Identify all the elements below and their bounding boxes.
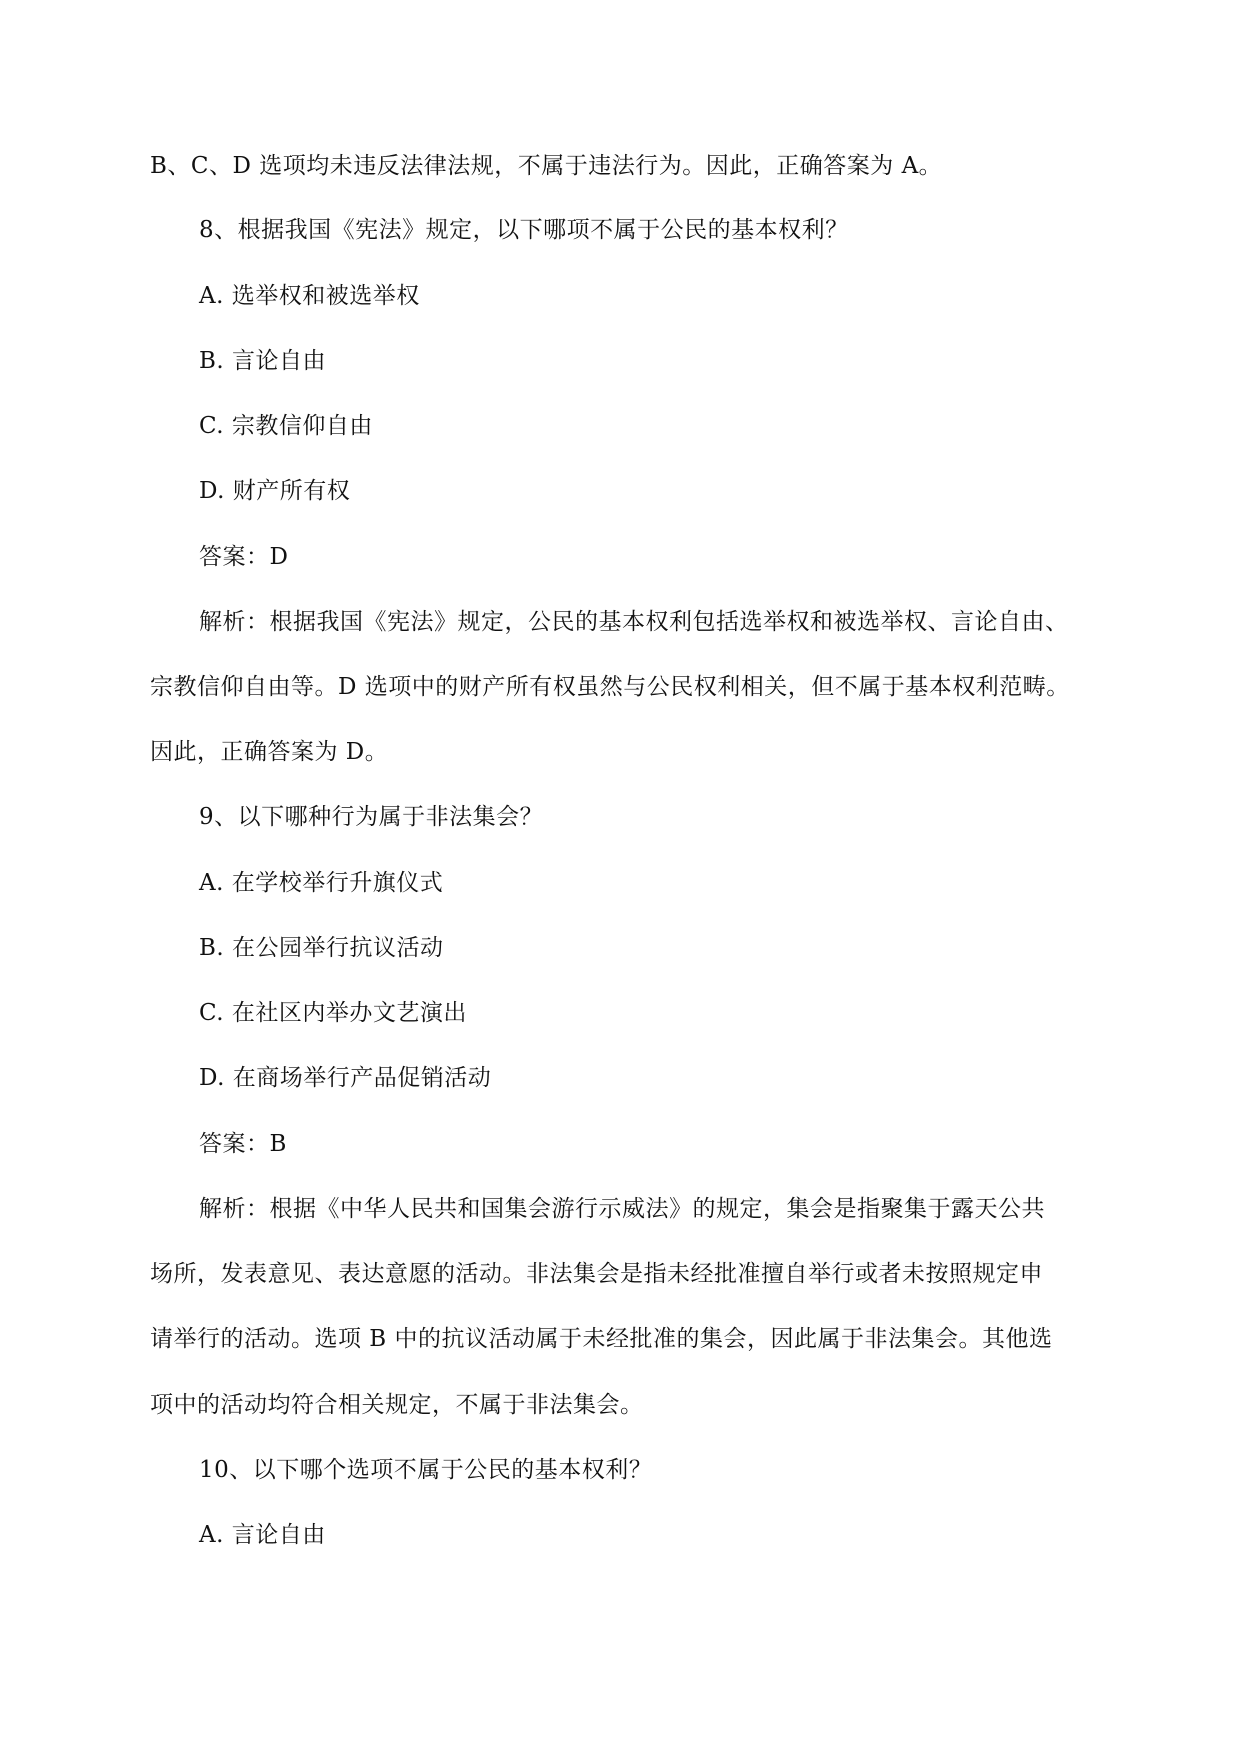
question-10-text: 10、以下哪个选项不属于公民的基本权利？	[199, 1457, 653, 1483]
question-9-answer: 答案：B	[199, 1131, 287, 1157]
question-8-explanation-line-2: 宗教信仰自由等。D 选项中的财产所有权虽然与公民权利相关，但不属于基本权利范畴。	[150, 674, 1070, 700]
question-9-explanation-line-2: 场所，发表意见、表达意愿的活动。非法集会是指未经批准擅自举行或者未按照规定申	[150, 1261, 1043, 1287]
question-9-text: 9、以下哪种行为属于非法集会？	[199, 804, 544, 830]
question-8-explanation-line-1: 解析：根据我国《宪法》规定，公民的基本权利包括选举权和被选举权、言论自由、	[199, 609, 1069, 635]
question-9-explanation-line-1: 解析：根据《中华人民共和国集会游行示威法》的规定，集会是指聚集于露天公共	[199, 1196, 1045, 1222]
question-9-option-a: A. 在学校举行升旗仪式	[199, 870, 444, 896]
question-8-explanation-line-3: 因此，正确答案为 D。	[150, 739, 389, 765]
question-9-option-d: D. 在商场举行产品促销活动	[199, 1065, 492, 1091]
previous-answer-tail: B、C、D 选项均未违反法律法规，不属于违法行为。因此，正确答案为 A。	[150, 153, 943, 179]
question-8-text: 8、根据我国《宪法》规定，以下哪项不属于公民的基本权利？	[199, 217, 849, 243]
question-9-option-c: C. 在社区内举办文艺演出	[199, 1000, 467, 1026]
question-8-option-c: C. 宗教信仰自由	[199, 413, 373, 439]
question-8-answer: 答案：D	[199, 544, 289, 570]
question-8-option-d: D. 财产所有权	[199, 478, 351, 504]
question-9-explanation-line-3: 请举行的活动。选项 B 中的抗议活动属于未经批准的集会，因此属于非法集会。其他选	[150, 1326, 1053, 1352]
question-10-option-a: A. 言论自由	[199, 1522, 326, 1548]
question-9-explanation-line-4: 项中的活动均符合相关规定，不属于非法集会。	[150, 1392, 644, 1418]
question-8-option-b: B. 言论自由	[199, 348, 327, 374]
question-8-option-a: A. 选举权和被选举权	[199, 283, 420, 309]
question-9-option-b: B. 在公园举行抗议活动	[199, 935, 444, 961]
